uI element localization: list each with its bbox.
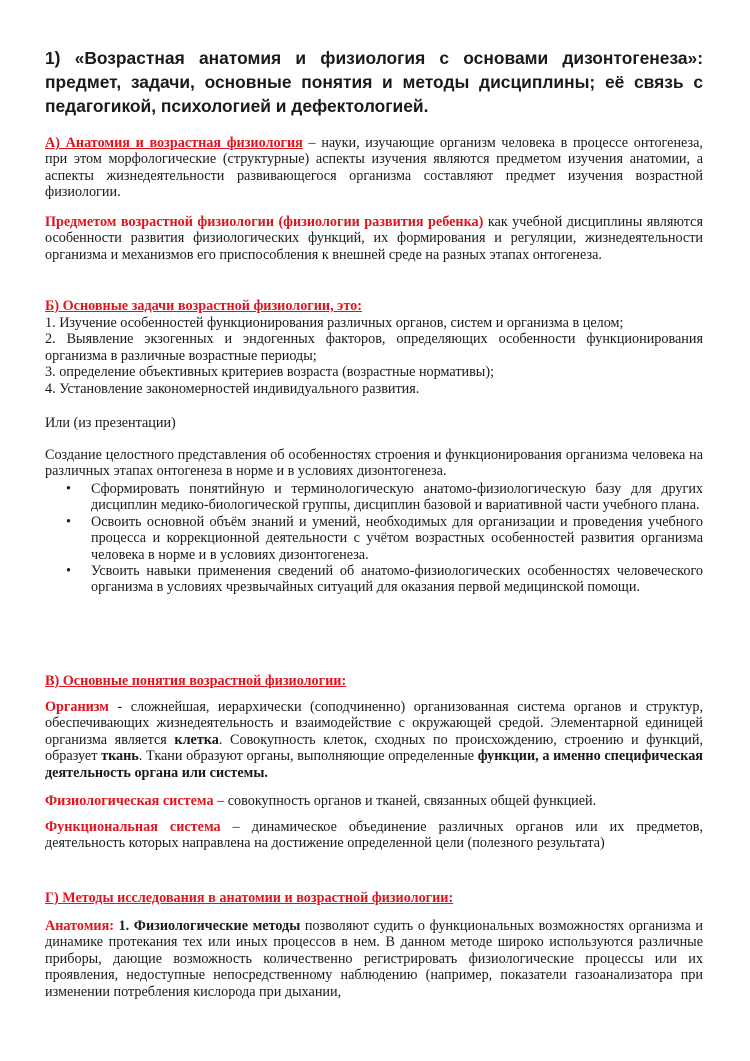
anatomy-methods-paragraph — [45, 918, 703, 1000]
phys-system-term: Физиологическая система — [45, 793, 214, 809]
section-g-heading-text: Г) Методы исследования в анатомии и возрастной физиологии: — [45, 890, 454, 906]
section-a-text: – науки, изучающие организм человека в процессе онтогенеза, при этом морфологические (структурные) аспекты изучения являются предметом изучения анатомии, а аспекты жизнедеятельности развивающегося организма составляют предмет изучения возрастной физиологии. — [45, 135, 703, 201]
organism-text-3: . Ткани образуют органы, выполняющие определенные — [138, 748, 478, 765]
func-system-paragraph — [45, 819, 703, 852]
alt-intro: Создание целостного представления об особенностях строения и функционирования организма человека на различных этапах онтогенеза в норме и в условиях дизонтогенеза. — [45, 447, 703, 480]
subject-text: как учебной дисциплины являются особенности развития физиологических функций, их формирования и регуляции, жизнедеятельности организма и механизмов его приспособления к внешней среде на разных этапах онтогенеза. — [45, 214, 704, 263]
task-item: 4. Установление закономерностей индивидуального развития. — [45, 380, 420, 397]
section-b-heading — [45, 298, 703, 314]
anatomy-text: позволяют судить о функциональных возможностях организма и динамике протекания тех или иных процессов в нем. В данном методе широко используются различные приборы, дающие возможность количественно регистрировать физиологические процессы или их проявления, недоступные непосредственному наблюдению (например, показатели газоанализатора при изменении потребления кислорода при дыхании, — [45, 918, 703, 1000]
goal-text: Сформировать понятийную и терминологическую анатомо-физиологическую базу для других дисциплин медико-биологической группы, дисциплин базовой и вариативной части учебного плана. — [91, 481, 703, 514]
organism-bold-cell: клетка — [174, 731, 219, 748]
task-item: 2. Выявление экзогенных и эндогенных факторов, определяющих особенности функционирования организма в различные возрастные периоды; — [45, 331, 703, 364]
section-v-heading — [45, 673, 703, 689]
tasks-list — [45, 315, 703, 397]
anatomy-term: Анатомия: — [45, 918, 114, 934]
section-v-heading-text: В) Основные понятия возрастной физиологии: — [45, 673, 347, 689]
section-g-heading — [45, 890, 703, 906]
section-a-paragraph — [45, 135, 703, 201]
anatomy-bold-methods: 1. Физиологические методы — [114, 918, 301, 934]
phys-system-paragraph — [45, 793, 703, 809]
organism-term: Организм — [45, 699, 109, 715]
goal-text: Усвоить навыки применения сведений об анатомо-физиологических особенностях человеческого организма в условиях чрезвычайных ситуаций для оказания первой медицинской помощи. — [91, 563, 703, 596]
phys-system-text: – совокупность органов и тканей, связанных общей функцией. — [213, 793, 597, 809]
task-item: 3. определение объективных критериев возраста (возрастные нормативы); — [45, 364, 495, 381]
goal-item — [45, 481, 703, 514]
subject-lead: Предметом возрастной физиологии (физиологии развития ребенка) — [45, 214, 484, 230]
organism-paragraph — [45, 699, 703, 781]
organism-text-2: . Совокупность клеток, сходных по происхождению, строению и функций, образует — [45, 731, 703, 765]
goals-list — [45, 481, 703, 596]
subject-paragraph — [45, 214, 703, 263]
organism-bold-tissue: ткань — [101, 748, 139, 765]
func-system-text: – динамическое объединение различных органов или их предметов, деятельность которых направлена на достижение определенной цели (полезного результата) — [45, 819, 703, 852]
document-title: 1) «Возрастная анатомия и физиология с основами дизонтогенеза»: предмет, задачи, основные понятия и методы дисциплины; её связь с педагогикой, психологией и дефектологией. — [45, 48, 703, 116]
goal-item — [45, 563, 703, 596]
section-a-heading: А) Анатомия и возрастная физиология — [45, 135, 303, 151]
section-b-heading-text: Б) Основные задачи возрастной физиологии, это: — [45, 298, 362, 314]
organism-text-1: - сложнейшая, иерархически (соподчиненно) организованная система органов и структур, обеспечивающих жизнедеятельность и взаимодействие с окружающей средой. Элементарной единицей организма является — [45, 699, 703, 748]
bullet-icon: • — [66, 563, 71, 580]
bullet-icon: • — [66, 513, 71, 530]
func-system-term: Функциональная система — [45, 819, 221, 835]
bullet-icon: • — [66, 481, 71, 497]
alt-source-label: Или (из презентации) — [45, 415, 176, 431]
organism-bold-function: функции, а именно специфическая деятельность органа или системы. — [45, 748, 703, 781]
goal-text: Освоить основной объём знаний и умений, необходимых для организации и проведения учебного процесса и коррекционной деятельности с учётом возрастных особенностей развития организма человека в норме и в условиях дизонтогенеза. — [91, 513, 703, 563]
task-item: 1. Изучение особенностей функционирования различных органов, систем и организма в целом; — [45, 315, 624, 331]
goal-item — [45, 514, 703, 563]
